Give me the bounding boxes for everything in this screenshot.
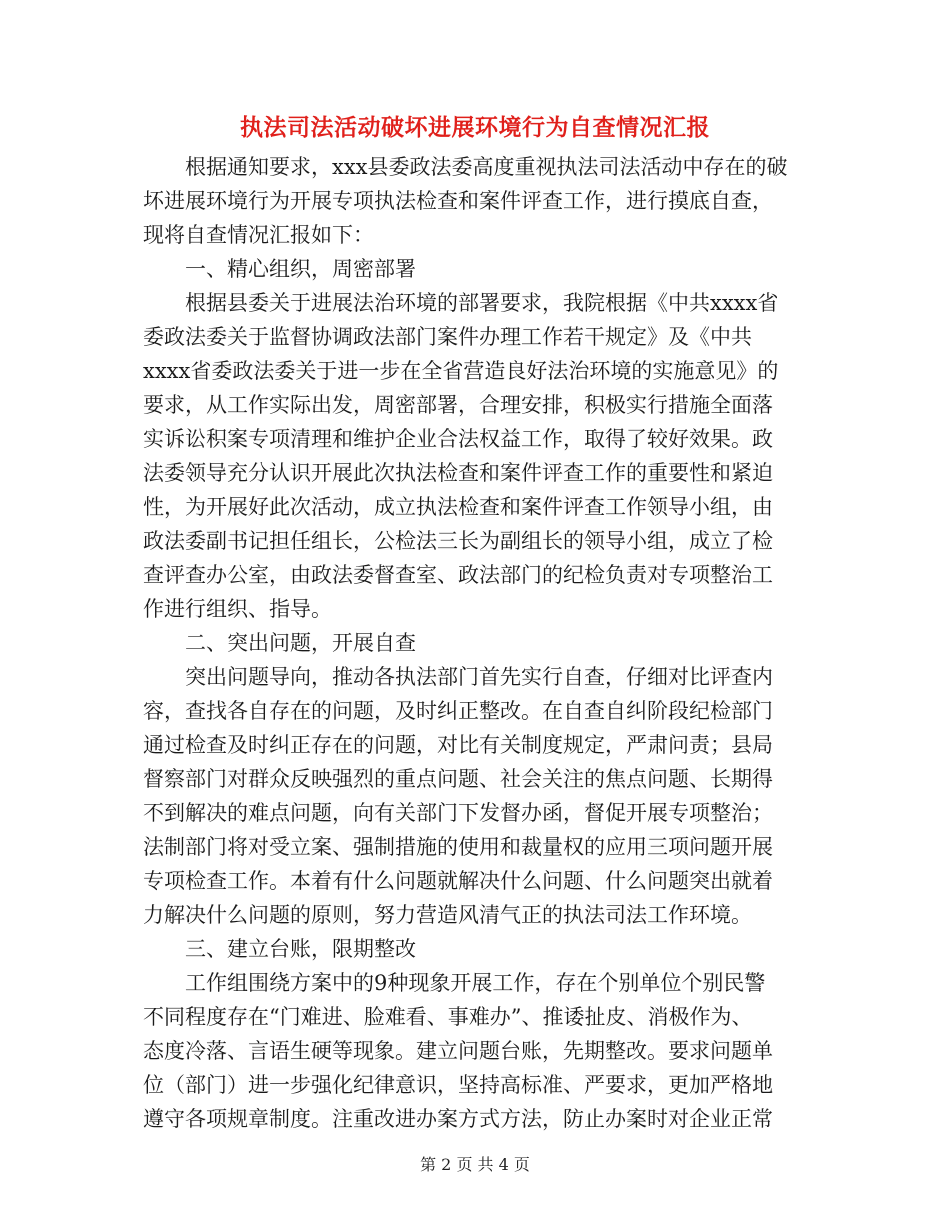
body-line: 工作组围绕方案中的9种现象开展工作，存在个别单位个别民警 bbox=[143, 971, 766, 995]
body-line: 委政法委关于监督协调政法部门案件办理工作若干规定》及《中共 bbox=[143, 325, 752, 349]
body-line: 专项检查工作。本着有什么问题就解决什么问题、什么问题突出就着 bbox=[143, 869, 773, 893]
body-line: xxxx省委政法委关于进一步在全省营造良好法治环境的实施意见》的 bbox=[143, 359, 779, 383]
body-line: 通过检查及时纠正存在的问题，对比有关制度规定，严肃问责；县局 bbox=[143, 733, 773, 757]
body-line: 突出问题导向，推动各执法部门首先实行自查，仔细对比评查内 bbox=[143, 665, 773, 689]
body-line: 根据县委关于进展法治环境的部署要求，我院根据《中共xxxx省 bbox=[143, 291, 779, 315]
body-line: 不到解决的难点问题，向有关部门下发督办函，督促开展专项整治； bbox=[143, 801, 773, 825]
body-line: 实诉讼积案专项清理和维护企业合法权益工作，取得了较好效果。政 bbox=[143, 427, 773, 451]
body-line: 作进行组织、指导。 bbox=[143, 597, 332, 621]
body-line: 现将自查情况汇报如下： bbox=[143, 223, 374, 247]
body-line: 不同程度存在“门难进、脸难看、事难办”、推诿扯皮、消极作为、 bbox=[143, 1005, 753, 1029]
body-line: 要求，从工作实际出发，周密部署，合理安排，积极实行措施全面落 bbox=[143, 393, 773, 417]
body-line: 态度冷落、言语生硬等现象。建立问题台账，先期整改。要求问题单 bbox=[143, 1039, 773, 1063]
body-line: 性，为开展好此次活动，成立执法检查和案件评查工作领导小组，由 bbox=[143, 495, 773, 519]
document-body bbox=[143, 150, 815, 1136]
page-number-footer: 第 2 页 共 4 页 bbox=[420, 1155, 530, 1174]
section-heading: 三、建立台账，限期整改 bbox=[143, 937, 416, 961]
body-line: 政法委副书记担任组长，公检法三长为副组长的领导小组，成立了检 bbox=[143, 529, 773, 553]
body-line: 力解决什么问题的原则，努力营造风清气正的执法司法工作环境。 bbox=[143, 903, 752, 927]
body-line: 法制部门将对受立案、强制措施的使用和裁量权的应用三项问题开展 bbox=[143, 835, 773, 859]
body-line: 督察部门对群众反映强烈的重点问题、社会关注的焦点问题、长期得 bbox=[143, 767, 773, 791]
body-line: 法委领导充分认识开展此次执法检查和案件评查工作的重要性和紧迫 bbox=[143, 461, 773, 485]
body-line: 位（部门）进一步强化纪律意识，坚持高标准、严要求，更加严格地 bbox=[143, 1073, 773, 1097]
body-line: 坏进展环境行为开展专项执法检查和案件评查工作，进行摸底自查， bbox=[143, 189, 773, 213]
section-heading: 一、精心组织，周密部署 bbox=[143, 257, 416, 281]
body-line: 遵守各项规章制度。注重改进办案方式方法，防止办案时对企业正常 bbox=[143, 1107, 773, 1131]
section-heading: 二、突出问题，开展自查 bbox=[143, 631, 416, 655]
body-line: 查评查办公室，由政法委督查室、政法部门的纪检负责对专项整治工 bbox=[143, 563, 773, 587]
document-title: 执法司法活动破坏进展环境行为自查情况汇报 bbox=[240, 115, 710, 141]
body-line: 容，查找各自存在的问题，及时纠正整改。在自查自纠阶段纪检部门 bbox=[143, 699, 773, 723]
body-line: 根据通知要求，xxx县委政法委高度重视执法司法活动中存在的破 bbox=[143, 155, 788, 179]
